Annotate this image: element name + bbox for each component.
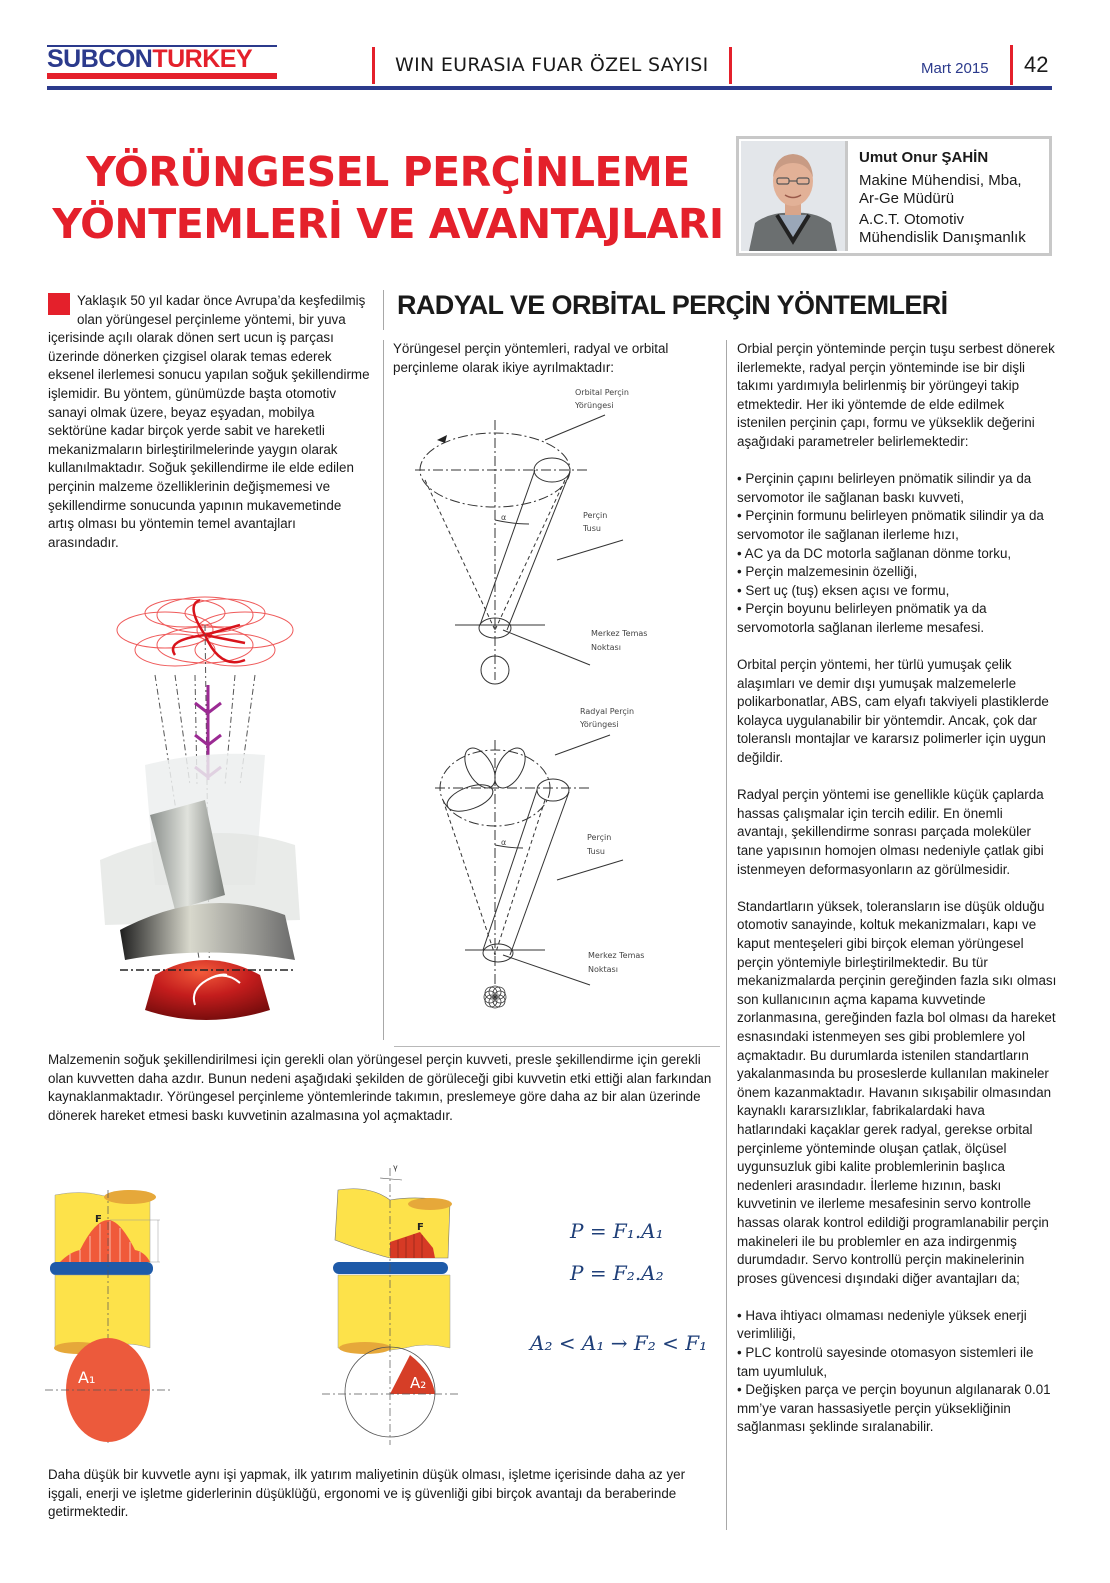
article-title-line-1: YÖRÜNGESEL PERÇİNLEME (86, 148, 690, 196)
force-label-right: F (417, 1222, 424, 1233)
workpiece-plate-2 (333, 1262, 448, 1274)
right-para-3: Radyal perçin yöntemi ise genellikle küçük çaplarda hassas çalışmalar için tercih edilir. En önemli avantajı, şekillendirme sonrası parçada moleküler tane yapısının homojen olması nedeniyle çatlak gibi istenmeyen deformasyonların az görülmesidir. (737, 787, 1044, 877)
radial-tool-label-2: Tusu (587, 847, 605, 856)
leader-tool (557, 860, 623, 880)
subconturkey-logo (47, 45, 277, 83)
page-number: 42 (1024, 52, 1049, 77)
author-info (859, 149, 1026, 247)
formula-2: P = F₂.A₂ (570, 1261, 664, 1285)
author-role-1: Makine Mühendisi, Mba, (859, 172, 1022, 189)
leader-tool (557, 540, 623, 560)
parameter-list (737, 470, 1057, 637)
angle-label: α (501, 513, 507, 522)
angle-label: α (501, 838, 507, 847)
author-photo (741, 141, 848, 251)
parameter-item: • AC ya da DC motorla sağlanan dönme torku, (737, 545, 1012, 561)
orbital-tool-label-1: Perçin (583, 511, 608, 520)
cone-line-right (495, 800, 545, 955)
orbital-tool-label-2: Tusu (583, 524, 601, 533)
rivet-head (145, 960, 270, 1020)
parameter-item: • Sert uç (tuş) eksen açısı ve formu, (737, 582, 950, 598)
parameter-item: • Perçin malzemesinin özelliği, (737, 564, 918, 580)
leader-contact (503, 955, 590, 985)
header-separator (372, 47, 375, 84)
tool-edge-left (480, 470, 535, 625)
rosette-pattern (484, 986, 506, 1008)
red-square-icon (48, 293, 70, 315)
orbital-trajectory-label-1: Orbital Perçin (575, 388, 629, 397)
orbital-riveting-diagram (395, 380, 715, 700)
leader-trajectory (555, 735, 610, 755)
radial-trajectory-label-1: Radyal Perçin (580, 707, 635, 716)
intro-paragraph (48, 292, 370, 552)
tool-edge-left (483, 790, 537, 950)
radial-contact-label-1: Merkez Temas (588, 951, 645, 960)
advantage-item: • Değişken parça ve perçin boyunun algılanarak 0.01 mm’ye varan hassasiyetle perçin yüksekliğinin sağlanması şeklinde sıralanabilir. (737, 1382, 1051, 1435)
column-divider (726, 340, 727, 1530)
issue-title: WIN EURASIA FUAR ÖZEL SAYISI (395, 54, 709, 76)
header-separator (1010, 45, 1013, 85)
column-divider (383, 340, 384, 1040)
orbital-contact-label-1: Merkez Temas (591, 629, 648, 638)
right-para-4: Standartların yüksek, toleransların ise düşük olduğu otomotiv sanayinde, koltuk mekanizmaları, kapı ve kaput menteşeleri gibi birçok eleman yörüngesel perçin yöntemiyle birleştirilmektedir. Bu tür mekanizmalarda perçinin gereğinden fazla sıkı olması son kullanıcının açma kapama kuvvetinde zorlanmasına, gereğinden fazla bol olması da hareket esnasındaki istenmeyen ses gibi problemlere yol açmaktadır. Bu durumlarda istenilen standartların yakalanmasında bu proseslerde kullanılan makineler önem kazanmaktadır. Havanın sıkışabilir olmasından kaynaklı kararsızlıklar, fabrikalardaki hava hatlarındaki kaçaklar gerek radyal, gerekse orbital perçinleme yönteminde oluşan çatlak, ölçüsel uygunsuzluk gibi kalite problemlerinin başlıca nedenleri arasındadır. İlerleme hızının, baskı kuvvetinin ve ilerleme mesafesinin servo kontrolle hassas olarak kontrol edildiği programlanabilir perçin makineleri ile bu problemler en aza indirgenmiş durumdadır. Servo kontrollü perçin makinelerinin proses güvencesi dışındaki diğer avantajları da; (737, 898, 1057, 1286)
press-assembly-right (322, 1168, 460, 1445)
logo-text (47, 46, 252, 72)
orbital-contact-label-2: Noktası (591, 643, 621, 652)
right-para-2: Orbital perçin yöntemi, her türlü yumuşak çelik alaşımları ve demir dışı yumuşak malzemelerle polikarbonatlar, ABS, cam elyafı takviyeli plastiklerde kolayca uygulanabilir bir yöntemdir. Ancak, çok dar toleranslı montajlar ve kararsız polimerler için uygun değildir. (737, 657, 1049, 766)
parameter-item: • Perçin boyunu belirleyen pnömatik ya da servomotorla sağlanan ilerleme mesafesi. (737, 601, 987, 635)
workpiece-plate-1 (50, 1262, 153, 1275)
petal-loop (444, 779, 497, 816)
press-assembly-left (45, 1190, 170, 1445)
figure-bottom-rule (394, 1046, 720, 1047)
header-separator (729, 47, 732, 84)
radial-contact-label-2: Noktası (588, 965, 618, 974)
parameter-item: • Perçinin formunu belirleyen pnömatik silindir ya da servomotor ile sağlanan ilerleme hızı, (737, 508, 1044, 542)
gamma-label: γ (393, 1163, 398, 1172)
force-label-left: F (95, 1214, 102, 1225)
advantage-item: • PLC kontrolü sayesinde otomasyon sistemleri ile tam uyumluluk, (737, 1345, 1034, 1379)
author-portrait-icon (741, 141, 845, 251)
author-company-1: A.C.T. Otomotiv (859, 211, 965, 228)
orbital-trajectory-label-2: Yörüngesi (575, 401, 614, 410)
tool-top-ellipse (537, 779, 569, 801)
leader-contact (503, 630, 590, 665)
issue-date: Mart 2015 (921, 60, 989, 77)
advantage-item: • Hava ihtiyacı olmaması nedeniyle yüksek enerji verimliliği, (737, 1307, 1027, 1342)
logo-red-bar (47, 73, 277, 79)
header-rule (47, 86, 1052, 90)
intro-text: Yaklaşık 50 yıl kadar önce Avrupa’da keşfedilmiş olan yörüngesel perçinleme yöntemi, bir yuva içerisinde açılı olarak dönen sert ucun iş parçası üzerinde dönerken çizgisel olarak temas ederek eksenel ilerlemesi sonucu yapılan soğuk şekillendirme işlemidir. Bu yöntem, günümüzde başta otomotiv sanayi olmak üzere, beyaz eşyadan, mobilya sektörüne kadar birçok yerde sabit ve hareketli mekanizmaların birleştirilmelerinde yaygın olarak kullanılmaktadır. Soğuk şekillendirme ile elde edilen perçinin malzeme özelliklerinin değişmemesi ve şekillendirme sonucunda yapının mukavemetinde artış olması bu yöntemin temel avantajları arasındadır. (48, 293, 370, 550)
right-para-1: Orbial perçin yönteminde perçin tuşu serbest dönerek ilerlemekte, radyal perçin yönteminde ise bir dişli takımı yardımıyla belirlenmiş bir yörüngeyi takip etmektedir. Her iki yöntemde de elde edilmek istenilen perçinin çapı, formu ve yükseklik değerini aşağıdaki parametreler belirlemektedir: (737, 341, 1055, 449)
advantage-list (737, 1307, 1057, 1437)
logo-subcon: SUBCON (47, 45, 153, 73)
parameter-item: • Perçinin çapını belirleyen pnömatik silindir ya da servomotor ile sağlanan baskı kuvveti, (737, 471, 1032, 505)
force-explanation-paragraph: Malzemenin soğuk şekillendirilmesi için gerekli olan yörüngesel perçin kuvveti, presle şekillendirme için gerekli olan kuvvetten daha azdır. Bunun nedeni aşağıdaki şekilden de görüleceği gibi kuvvetin etki ettiği alan farkından kaynaklanmaktadır. Yörüngesel perçinleme yöntemlerinde takımın, preslemeye göre daha az bir alan üzerinde dönerek hareket etmesi baskı kuvvetinin azalmasına yol açmaktadır. (48, 1052, 712, 1123)
author-box (736, 136, 1052, 256)
logo-turkey: TURKEY (152, 45, 253, 73)
cone-line-left (425, 480, 495, 630)
cone-line-left (443, 800, 495, 955)
formula-3: A₂ < A₁ → F₂ < F₁ (530, 1331, 708, 1355)
article-title (48, 146, 728, 250)
tool-edge-right (507, 472, 570, 630)
right-column (737, 340, 1057, 1437)
article-title-line-2: YÖNTEMLERİ VE AVANTAJLARI (52, 200, 724, 248)
riveting-3d-illustration (95, 585, 335, 1025)
radial-trajectory-label-2: Yörüngesi (580, 720, 619, 729)
author-role-2: Ar-Ge Müdürü (859, 190, 955, 207)
section-intro: Yörüngesel perçin yöntemleri, radyal ve orbital perçinleme olarak ikiye ayrılmaktadır: (393, 341, 669, 375)
area-label-a1: A₁ (78, 1368, 96, 1387)
leader-trajectory (545, 415, 605, 440)
author-company-2: Mühendislik Danışmanlık (859, 229, 1026, 246)
author-name: Umut Onur ŞAHİN (859, 149, 989, 166)
section-title: RADYAL VE ORBİTAL PERÇİN YÖNTEMLERİ (397, 290, 948, 320)
benefits-paragraph: Daha düşük bir kuvvetle aynı işi yapmak, ilk yatırım maliyetinin düşük olması, işletme içerisinde daha az yer işgali, enerji ve işletme giderlerinin düşüklüğü, ergonomi ve iş güvenliği gibi birçok avantajı da beraberinde getirmektedir. (48, 1467, 686, 1520)
column-divider (383, 290, 384, 330)
radial-tool-label-1: Perçin (587, 833, 612, 842)
radial-riveting-diagram (395, 700, 715, 1020)
force-area-diagram (40, 1150, 720, 1450)
formula-1: P = F₁.A₁ (570, 1219, 664, 1243)
area-label-a2: A₂ (410, 1374, 427, 1392)
